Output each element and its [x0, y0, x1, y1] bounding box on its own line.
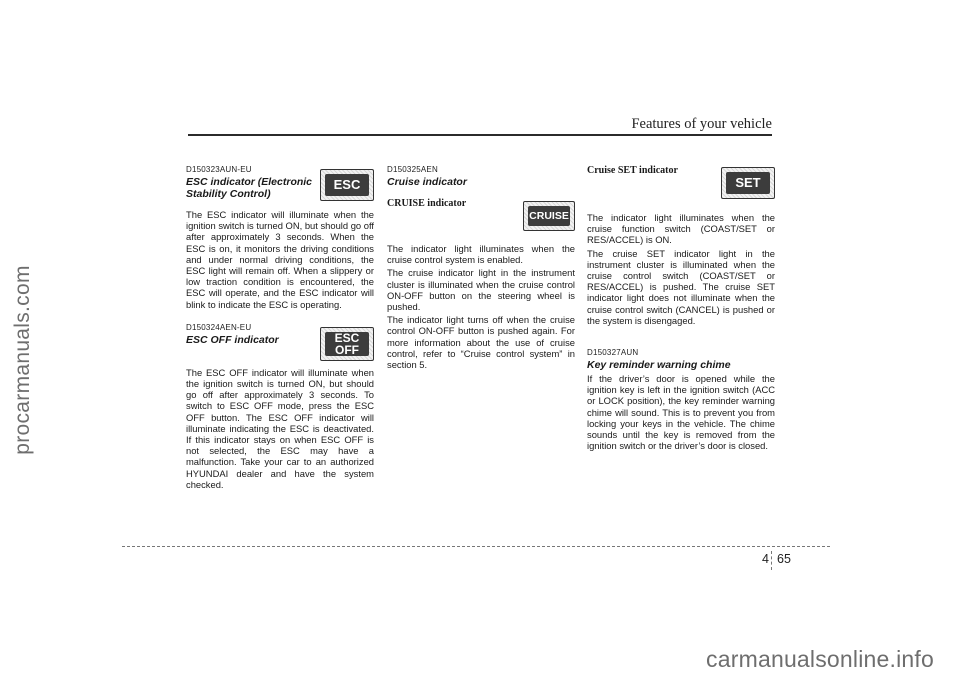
section-code: D150325AEN [387, 165, 438, 174]
section-code: D150327AUN [587, 348, 639, 358]
column-3 [587, 165, 775, 453]
section-body-3: The indicator light turns off when the cruise control ON-OFF button is pushed again. For more information about the use of cruise control, refer to “Cruise control system” in section 5. [387, 314, 575, 371]
section-title: ESC OFF indicator [186, 333, 279, 346]
section-code: D150324AEN-EU [186, 322, 252, 332]
section-body-1: The indicator light illuminates when the cruise control system is enabled. [387, 243, 575, 266]
cruise-set-section [587, 165, 775, 326]
section-title-line1: ESC indicator (Electronic [186, 176, 313, 188]
page-number-separator [771, 551, 772, 570]
watermark-left [8, 200, 38, 520]
esc-icon-label: ESC [333, 177, 361, 192]
cruise-indicator-icon [523, 201, 575, 231]
page-number: 65 [777, 552, 791, 566]
page-header-title: Features of your vehicle [631, 116, 772, 132]
esc-off-icon-line1: ESC [334, 330, 360, 345]
section-subtitle: Cruise SET indicator [587, 165, 678, 176]
esc-off-indicator-icon [320, 327, 374, 361]
column-2 [387, 165, 575, 372]
watermark-left-text: procarmanuals.com [11, 265, 34, 455]
section-body: The ESC OFF indicator will illuminate when the ignition switch is turned ON, but should go off after approximately 3 seconds. To switch to ESC OFF mode, press the ESC OFF button. The ESC OFF indicator will illuminate indicating the ESC is deactivated. If this indicator stays on when ESC OFF is not selected, the ESC may have a malfunction. Take your car to an authorized HYUNDAI dealer and have the system checked. [186, 366, 374, 490]
esc-off-icon-line2: OFF [335, 342, 359, 357]
cruise-section [387, 165, 575, 370]
footer-rule [122, 546, 830, 547]
section-body: The ESC indicator will illuminate when the ignition switch is turned ON, but should go off after approximately 3 seconds. When the ESC is on, it monitors the driving conditions and under normal driving conditions, the ESC light will remain off. When a slippery or low traction condition is encountered, the ESC will operate, and the ESC indicator will blink to indicate the ESC is operating. [186, 209, 374, 310]
section-body: If the driver’s door is opened while the ignition key is left in the ignition switch (ACC or LOCK position), the key reminder warning chime will sound. This is to prevent you from locking your keys in the vehicle. The chime sounds until the key is removed from the ignition switch or the driver’s door is closed. [587, 373, 775, 452]
watermark-bottom: carmanualsonline.info [706, 646, 934, 672]
chapter-number: 4 [762, 552, 769, 566]
section-subtitle: CRUISE indicator [387, 198, 467, 209]
column-1 [186, 165, 374, 492]
esc-section [186, 165, 374, 310]
section-body-1: The indicator light illuminates when the cruise function switch (COAST/SET or RES/ACCEL) is ON. [587, 212, 775, 246]
section-code: D150323AUN-EU [186, 165, 252, 174]
section-body-2: The cruise SET indicator light in the instrument cluster is illuminated when the cruise control switch (COAST/SET or RES/ACCEL) is pushed. The cruise SET indicator light does not illuminate when the cruise control switch (CANCEL) is pushed or the system is disengaged. [587, 247, 775, 326]
section-body-2: The cruise indicator light in the instrument cluster is illuminated when the cruise control ON-OFF button on the steering wheel is pushed. [387, 267, 575, 313]
esc-off-section [186, 323, 374, 490]
section-title: Key reminder warning chime [587, 359, 731, 372]
section-title-line2: Stability Control) [186, 188, 271, 200]
cruise-set-indicator-icon [721, 167, 775, 199]
esc-indicator-icon [320, 169, 374, 201]
set-icon-label: SET [735, 175, 761, 190]
header-rule [188, 134, 772, 136]
section-title: Cruise indicator [387, 176, 467, 188]
cruise-icon-label: CRUISE [529, 210, 569, 222]
key-reminder-section [587, 348, 775, 451]
